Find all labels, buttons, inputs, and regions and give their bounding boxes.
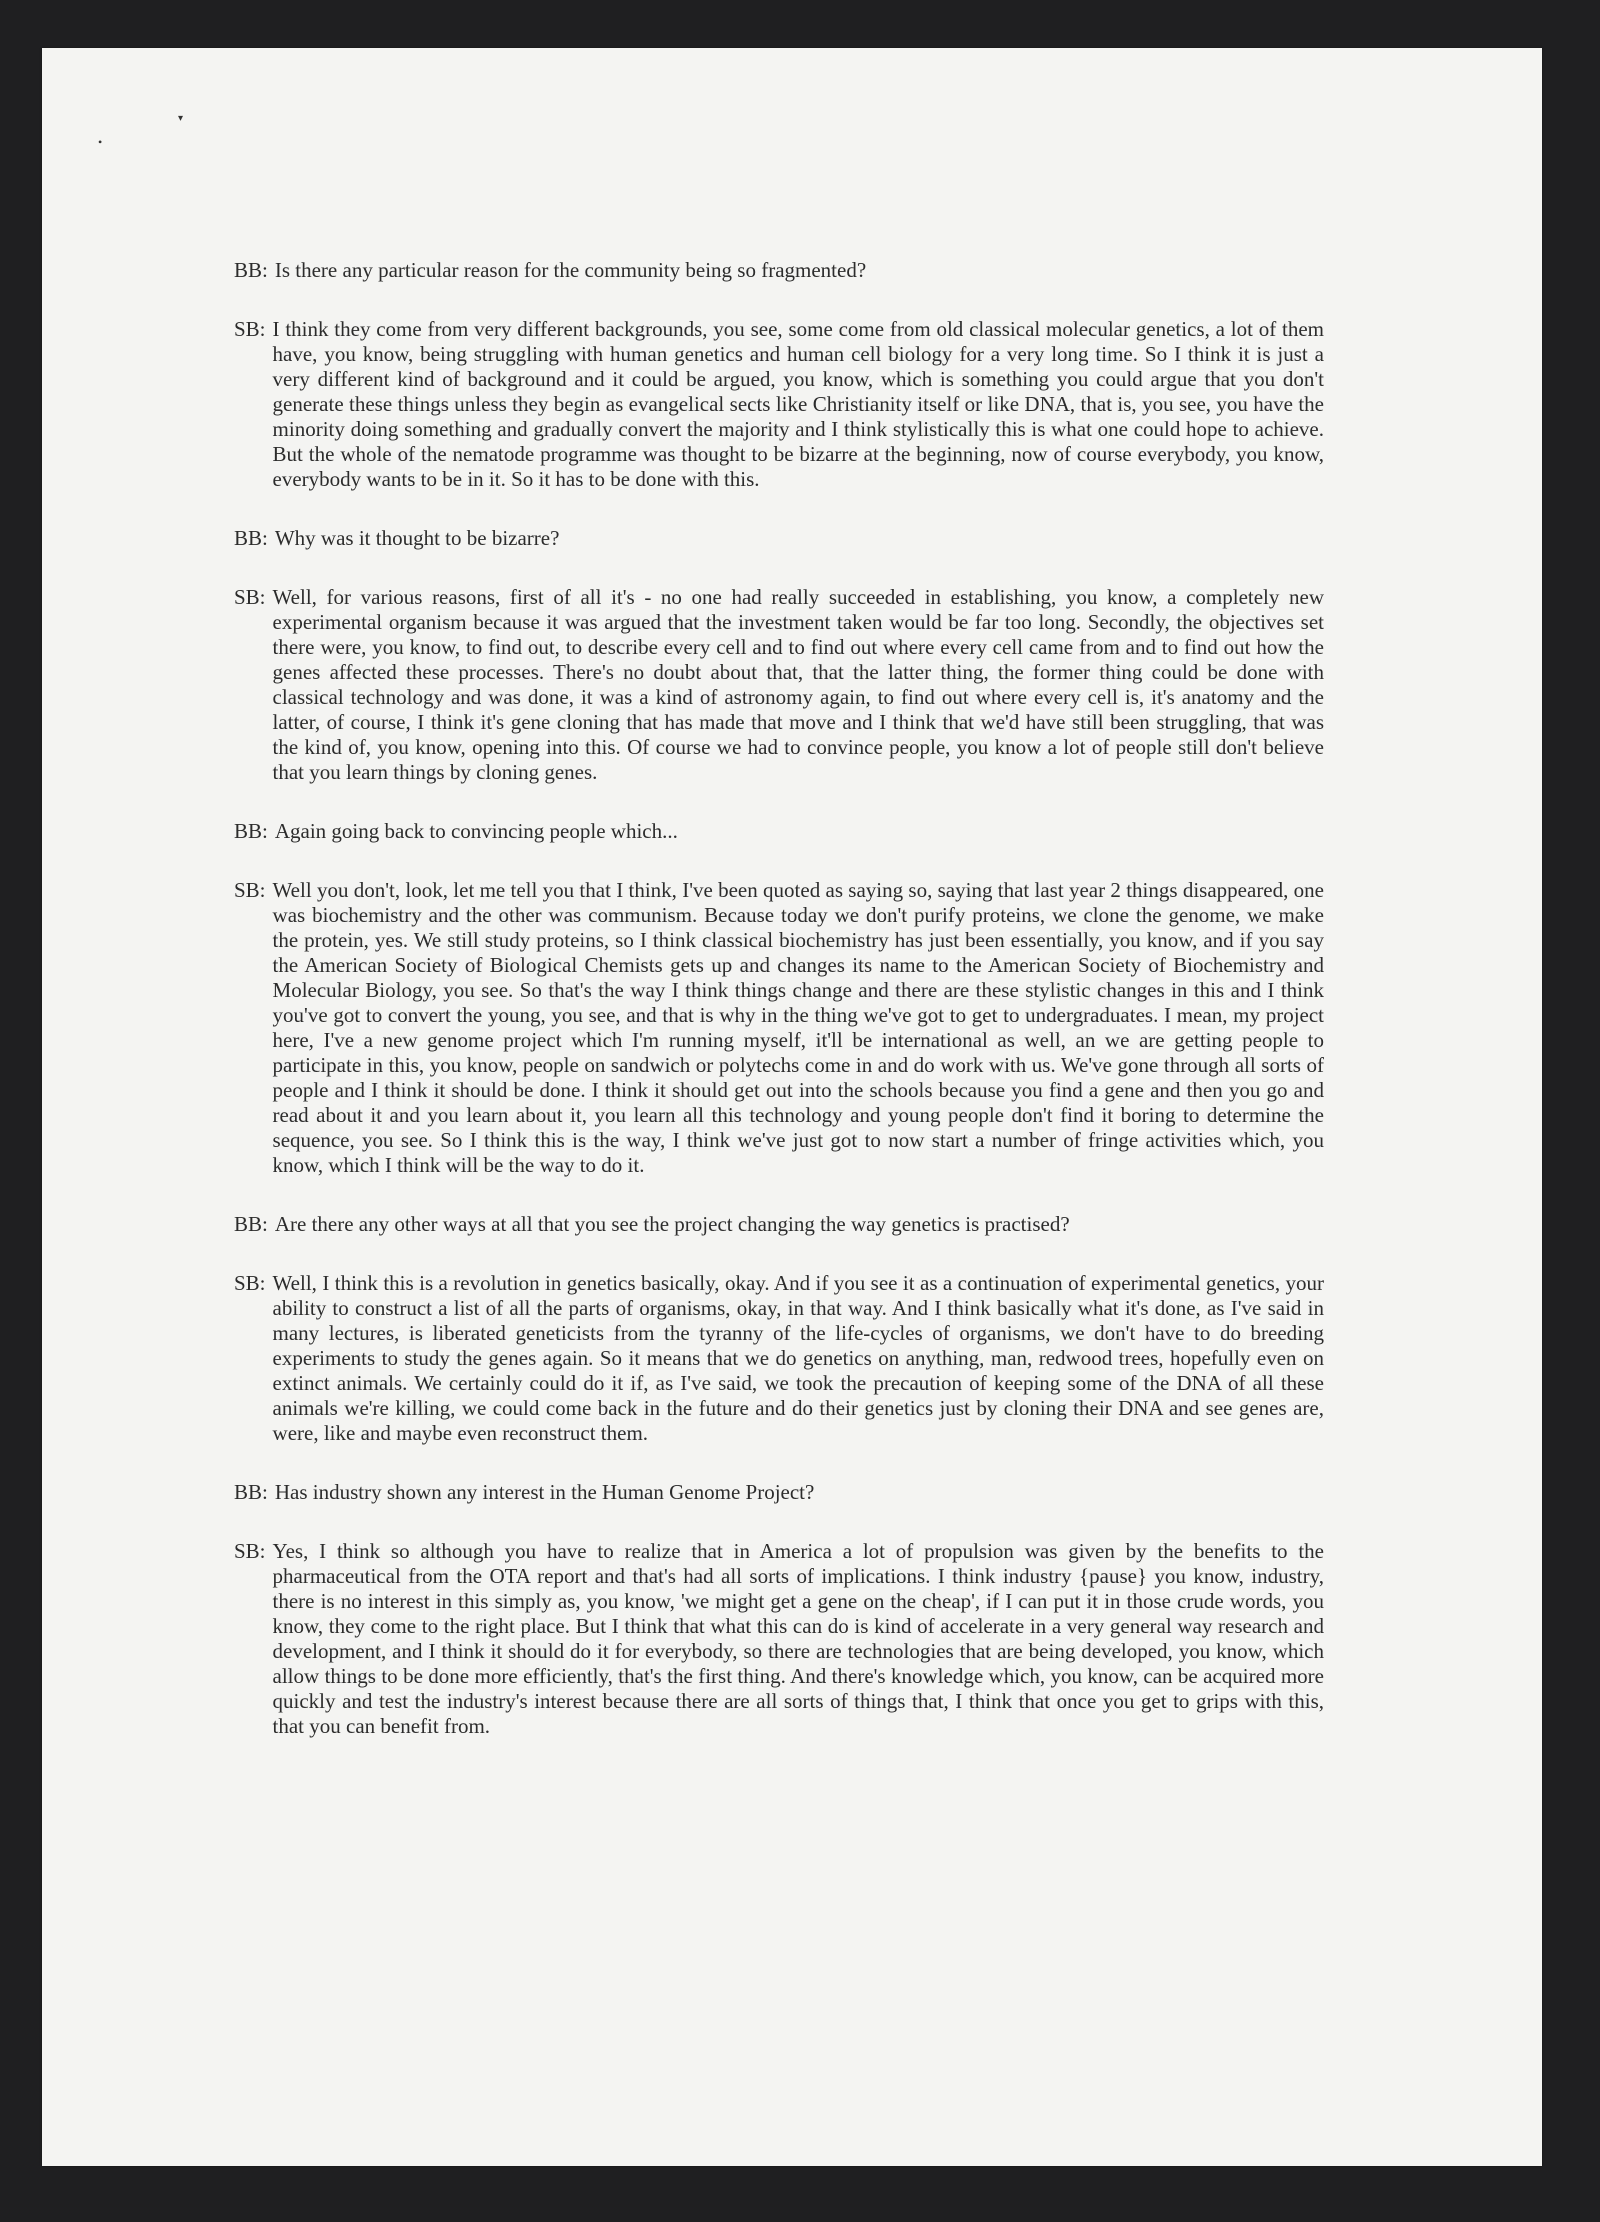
interview-transcript: [234, 258, 1324, 1773]
speech-text: Why was it thought to be bizarre?: [274, 526, 560, 550]
speech-text: I think they come from very different backgrounds, you see, some come from old classical molecular genetics, a lot of them have, you know, being struggling with human genetics and human cell biology for a very long time. So I think it is just a very different kind of background and it could be argued, you know, which is something you could argue that you don't generate these things unless they begin as evangelical sects like Christianity itself or like DNA, that is, you see, you have the minority doing something and gradually convert the majority and I think stylistically this is what one could hope to achieve. But the whole of the nematode programme was thought to be bizarre at the beginning, now of course everybody, you know, everybody wants to be in it. So it has to be done with this.: [272, 317, 1324, 491]
speaker-label: BB:: [234, 258, 268, 282]
speech-text: Well, I think this is a revolution in genetics basically, okay. And if you see it as a continuation of experimental genetics, your ability to construct a list of all the parts of organisms, okay, in that way. And I think basically what it's done, as I've said in many lectures, is liberated geneticists from the tyranny of the life-cycles of organisms, we don't have to do breeding experiments to study the genes again. So it means that we do genetics on anything, man, redwood trees, hopefully even on extinct animals. We certainly could do it if, as I've said, we took the precaution of keeping some of the DNA of all these animals we're killing, we could come back in the future and do their genetics just by cloning their DNA and see genes are, were, like and maybe even reconstruct them.: [272, 1271, 1324, 1445]
speech-text: Are there any other ways at all that you see the project changing the way genetics is practised?: [274, 1212, 1070, 1236]
page-dot-mark: •: [98, 135, 103, 149]
transcript-turn: [234, 1480, 1324, 1505]
page-triangle-mark: ▾: [178, 113, 184, 124]
speaker-label: SB:: [234, 317, 266, 341]
transcript-turn: [234, 819, 1324, 844]
transcript-turn: [234, 1539, 1324, 1739]
speaker-label: BB:: [234, 1212, 268, 1236]
transcript-turn: [234, 585, 1324, 785]
speaker-label: SB:: [234, 878, 266, 902]
transcript-turn: [234, 1271, 1324, 1446]
document-page: [42, 48, 1542, 2166]
speech-text: Well you don't, look, let me tell you that I think, I've been quoted as saying so, saying that last year 2 things disappeared, one was biochemistry and the other was communism. Because today we don't purify proteins, we clone the genome, we make the protein, yes. We still study proteins, so I think classical biochemistry has just been essentially, you know, and if you say the American Society of Biological Chemists gets up and changes its name to the American Society of Biochemistry and Molecular Biology, you see. So that's the way I think things change and there are these stylistic changes in this and I think you've got to convert the young, you see, and that is why in the thing we've got to get to undergraduates. I mean, my project here, I've a new genome project which I'm running myself, it'll be international as well, an we are getting people to participate in this, you know, people on sandwich or polytechs come in and do work with us. We've gone through all sorts of people and I think it should be done. I think it should get out into the schools because you find a gene and then you go and read about it and you learn about it, you learn all this technology and young people don't find it boring to determine the sequence, you see. So I think this is the way, I think we've just got to now start a number of fringe activities which, you know, which I think will be the way to do it.: [272, 878, 1324, 1177]
speaker-label: SB:: [234, 1539, 266, 1563]
speaker-label: BB:: [234, 819, 268, 843]
transcript-turn: [234, 526, 1324, 551]
transcript-turn: [234, 317, 1324, 492]
speech-text: Yes, I think so although you have to realize that in America a lot of propulsion was given by the benefits to the pharmaceutical from the OTA report and that's had all sorts of implications. I think industry {pause} you know, industry, there is no interest in this simply as, you know, 'we might get a gene on the cheap', if I can put it in those crude words, you know, they come to the right place. But I think that what this can do is kind of accelerate in a very general way research and development, and I think it should do it for everybody, so there are technologies that are being developed, you know, which allow things to be done more efficiently, that's the first thing. And there's knowledge which, you know, can be acquired more quickly and test the industry's interest because there are all sorts of things that, I think that once you get to grips with this, that you can benefit from.: [272, 1539, 1324, 1738]
speech-text: Has industry shown any interest in the Human Genome Project?: [274, 1480, 815, 1504]
speech-text: Is there any particular reason for the community being so fragmented?: [274, 258, 867, 282]
transcript-turn: [234, 258, 1324, 283]
transcript-turn: [234, 1212, 1324, 1237]
speech-text: Again going back to convincing people which...: [274, 819, 678, 843]
speaker-label: SB:: [234, 585, 266, 609]
speaker-label: BB:: [234, 526, 268, 550]
speech-text: Well, for various reasons, first of all it's - no one had really succeeded in establishing, you know, a completely new experimental organism because it was argued that the investment taken would be far too long. Secondly, the objectives set there were, you know, to find out, to describe every cell and to find out where every cell came from and to find out how the genes affected these processes. There's no doubt about that, that the latter thing, the former thing could be done with classical technology and was done, it was a kind of astronomy again, to find out where every cell is, it's anatomy and the latter, of course, I think it's gene cloning that has made that move and I think that we'd have still been struggling, that was the kind of, you know, opening into this. Of course we had to convince people, you know a lot of people still don't believe that you learn things by cloning genes.: [272, 585, 1324, 784]
speaker-label: SB:: [234, 1271, 266, 1295]
speaker-label: BB:: [234, 1480, 268, 1504]
transcript-turn: [234, 878, 1324, 1178]
